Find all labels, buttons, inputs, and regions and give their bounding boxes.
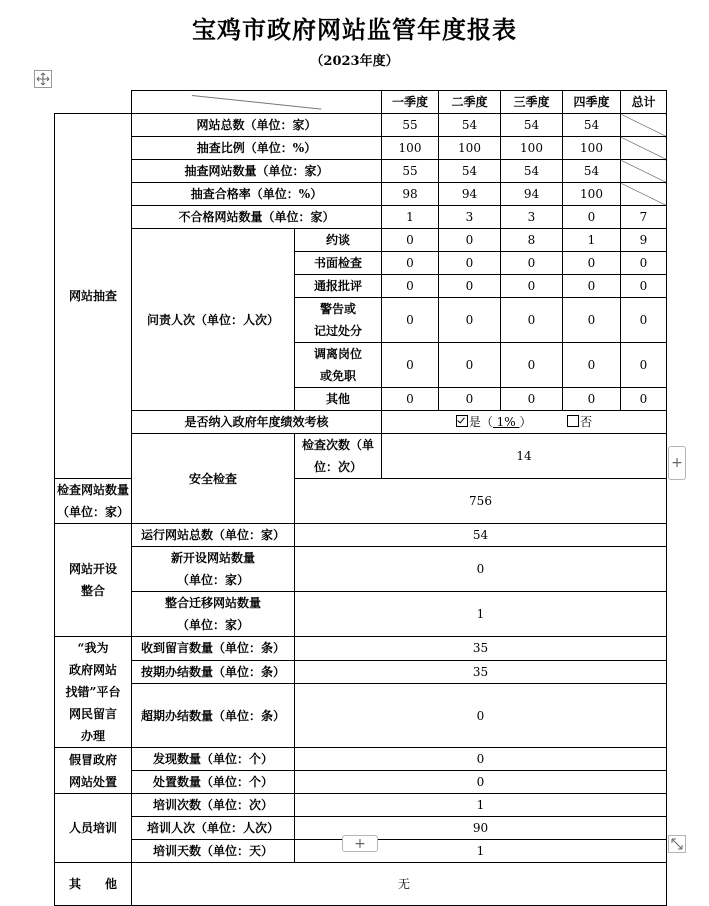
- yes-close: ）: [519, 415, 532, 429]
- cell-q1: 0: [382, 252, 439, 275]
- row-label: 处置数量（单位：个）: [132, 771, 295, 794]
- section-counterfeit: [55, 748, 132, 794]
- section-line: 办理: [80, 729, 105, 743]
- table-row: [55, 748, 667, 771]
- corner-cell: [55, 91, 132, 114]
- cell-q4: 0: [563, 298, 621, 343]
- cell-q3: 94: [501, 183, 563, 206]
- row-value: 90: [295, 817, 667, 840]
- performance-options: [382, 411, 667, 434]
- row-label: [295, 343, 382, 388]
- cell-q2: 0: [439, 275, 501, 298]
- table-row: [55, 114, 667, 137]
- cell-q2: 0: [439, 229, 501, 252]
- report-subtitle: （2023年度）: [310, 54, 399, 69]
- report-title: 宝鸡市政府网站监管年度报表: [192, 15, 517, 44]
- row-value: 756: [295, 479, 667, 524]
- cell-q2: 94: [439, 183, 501, 206]
- row-value: 35: [295, 637, 667, 661]
- report-table: [54, 90, 667, 906]
- row-label: 抽查合格率（单位：%）: [132, 183, 382, 206]
- row-label: 按期办结数量（单位：条）: [132, 660, 295, 684]
- row-value: 0: [295, 771, 667, 794]
- yes-checkbox[interactable]: [456, 415, 468, 427]
- table-row: [55, 684, 667, 748]
- section-line: 整合: [80, 584, 105, 598]
- header-q1: 一季度: [382, 91, 439, 114]
- section-consolidation: [55, 524, 132, 637]
- cell-q1: 55: [382, 114, 439, 137]
- row-label-line: 或免职: [319, 369, 356, 383]
- cell-q1: 55: [382, 160, 439, 183]
- row-value: 54: [295, 524, 667, 547]
- row-label: 通报批评: [295, 275, 382, 298]
- cell-total: 0: [621, 388, 667, 411]
- row-value: 35: [295, 660, 667, 684]
- cell-total-empty: [621, 183, 667, 206]
- cell-q1: 100: [382, 137, 439, 160]
- header-total: 总计: [621, 91, 667, 114]
- header-diagonal-cell: [132, 91, 382, 114]
- row-label: 培训次数（单位：次）: [132, 794, 295, 817]
- cell-q2: 0: [439, 388, 501, 411]
- cell-q4: 0: [563, 343, 621, 388]
- row-label: 培训天数（单位：天）: [132, 840, 295, 863]
- row-label: [132, 592, 295, 637]
- cell-q2: 54: [439, 114, 501, 137]
- cell-total: 9: [621, 229, 667, 252]
- cell-total-empty: [621, 114, 667, 137]
- cell-q3: 0: [501, 388, 563, 411]
- no-label: 否: [580, 415, 593, 429]
- cell-q4: 54: [563, 160, 621, 183]
- table-row: [55, 863, 667, 906]
- row-label: [295, 298, 382, 343]
- cell-q1: 0: [382, 229, 439, 252]
- row-value: 1: [295, 840, 667, 863]
- row-label-line: 整合迁移网站数量: [164, 596, 261, 610]
- header-q2: 二季度: [439, 91, 501, 114]
- cell-q4: 100: [563, 137, 621, 160]
- header-q4: 四季度: [563, 91, 621, 114]
- cell-q2: 3: [439, 206, 501, 229]
- row-label: 运行网站总数（单位：家）: [132, 524, 295, 547]
- row-label-line: 调离岗位: [313, 347, 362, 361]
- section-security: 安全检查: [132, 434, 295, 524]
- cell-q1: 98: [382, 183, 439, 206]
- section-line: 政府网站: [68, 663, 117, 677]
- cell-q1: 0: [382, 388, 439, 411]
- add-column-button[interactable]: +: [668, 446, 686, 480]
- table-row: [55, 794, 667, 817]
- cell-q2: 54: [439, 160, 501, 183]
- table-resize-handle[interactable]: [668, 835, 686, 853]
- row-label: 抽查比例（单位：%）: [132, 137, 382, 160]
- cell-q4: 0: [563, 275, 621, 298]
- table-row: [55, 660, 667, 684]
- cell-q3: 0: [501, 343, 563, 388]
- row-value: 0: [295, 547, 667, 592]
- accountability-label: 问责人次（单位：人次）: [132, 229, 295, 411]
- cell-total-empty: [621, 137, 667, 160]
- cell-q3: 3: [501, 206, 563, 229]
- section-line: 假冒政府: [68, 752, 117, 767]
- section-training: 人员培训: [55, 794, 132, 863]
- cell-total: 0: [621, 252, 667, 275]
- row-label: 检查次数（单位：次）: [295, 434, 382, 479]
- table-row: [55, 771, 667, 794]
- section-other: 其 他: [55, 863, 132, 906]
- table-row: [55, 434, 667, 479]
- section-line: 找错”平台: [65, 685, 121, 699]
- table-move-handle[interactable]: [34, 70, 52, 88]
- add-row-button[interactable]: +: [342, 835, 378, 852]
- table-row: [55, 637, 667, 661]
- section-spot-check: 网站抽查: [55, 114, 132, 479]
- cell-q4: 0: [563, 388, 621, 411]
- row-label: [132, 547, 295, 592]
- row-label-line: 警告或: [319, 302, 356, 316]
- table-header-row: [55, 91, 667, 114]
- no-checkbox[interactable]: [567, 415, 579, 427]
- cell-total: 7: [621, 206, 667, 229]
- cell-q2: 100: [439, 137, 501, 160]
- cell-q3: 54: [501, 160, 563, 183]
- row-label: 抽查网站数量（单位：家）: [132, 160, 382, 183]
- cell-q2: 0: [439, 298, 501, 343]
- table-row: [55, 137, 667, 160]
- cell-q3: 0: [501, 298, 563, 343]
- cell-total: 0: [621, 298, 667, 343]
- row-label-line: （单位：家）: [176, 573, 249, 587]
- cell-q3: 0: [501, 275, 563, 298]
- row-label-line: 记过处分: [313, 324, 362, 338]
- cell-q3: 8: [501, 229, 563, 252]
- cell-total-empty: [621, 160, 667, 183]
- cell-q3: 0: [501, 252, 563, 275]
- cell-q4: 0: [563, 252, 621, 275]
- cell-total: 0: [621, 343, 667, 388]
- resize-icon: [671, 838, 683, 850]
- table-row: [55, 183, 667, 206]
- cell-q1: 1: [382, 206, 439, 229]
- table-row: [55, 229, 667, 252]
- row-value: 14: [382, 434, 667, 479]
- table-row: [55, 592, 667, 637]
- cell-q1: 0: [382, 343, 439, 388]
- table-row: [55, 160, 667, 183]
- row-label: 超期办结数量（单位：条）: [132, 684, 295, 748]
- row-value: 0: [295, 748, 667, 771]
- row-label: 不合格网站数量（单位：家）: [132, 206, 382, 229]
- table-row: [55, 411, 667, 434]
- cell-q2: 0: [439, 343, 501, 388]
- row-label-line: 新开设网站数量: [170, 551, 255, 565]
- cell-q4: 54: [563, 114, 621, 137]
- cell-total: 0: [621, 275, 667, 298]
- row-label: 约谈: [295, 229, 382, 252]
- section-line: 网站开设: [68, 562, 117, 576]
- table-row: [55, 524, 667, 547]
- row-label: 发现数量（单位：个）: [132, 748, 295, 771]
- section-line: 网站处置: [68, 774, 117, 789]
- row-label: 其他: [295, 388, 382, 411]
- row-label: 书面检查: [295, 252, 382, 275]
- cell-q1: 0: [382, 298, 439, 343]
- table-row: [55, 206, 667, 229]
- row-value: 1: [295, 794, 667, 817]
- section-line: “我为: [77, 641, 109, 655]
- section-messages: [55, 637, 132, 748]
- cell-q4: 0: [563, 206, 621, 229]
- cell-q3: 100: [501, 137, 563, 160]
- row-label: 检查网站数量（单位：家）: [55, 479, 132, 524]
- row-label: 网站总数（单位：家）: [132, 114, 382, 137]
- yes-label: 是（: [468, 415, 493, 429]
- row-label: 收到留言数量（单位：条）: [132, 637, 295, 661]
- row-value: 0: [295, 684, 667, 748]
- yes-value[interactable]: 1%: [492, 415, 520, 429]
- other-value: 无: [132, 863, 667, 906]
- cell-q4: 100: [563, 183, 621, 206]
- performance-label: 是否纳入政府年度绩效考核: [132, 411, 382, 434]
- section-line: 网民留言: [68, 707, 117, 721]
- header-q3: 三季度: [501, 91, 563, 114]
- row-label-line: （单位：家）: [176, 618, 249, 632]
- cell-q4: 1: [563, 229, 621, 252]
- cell-q1: 0: [382, 275, 439, 298]
- move-icon: [36, 72, 50, 86]
- row-label: 培训人次（单位：人次）: [132, 817, 295, 840]
- cell-q3: 54: [501, 114, 563, 137]
- table-row: [55, 547, 667, 592]
- cell-q2: 0: [439, 252, 501, 275]
- row-value: 1: [295, 592, 667, 637]
